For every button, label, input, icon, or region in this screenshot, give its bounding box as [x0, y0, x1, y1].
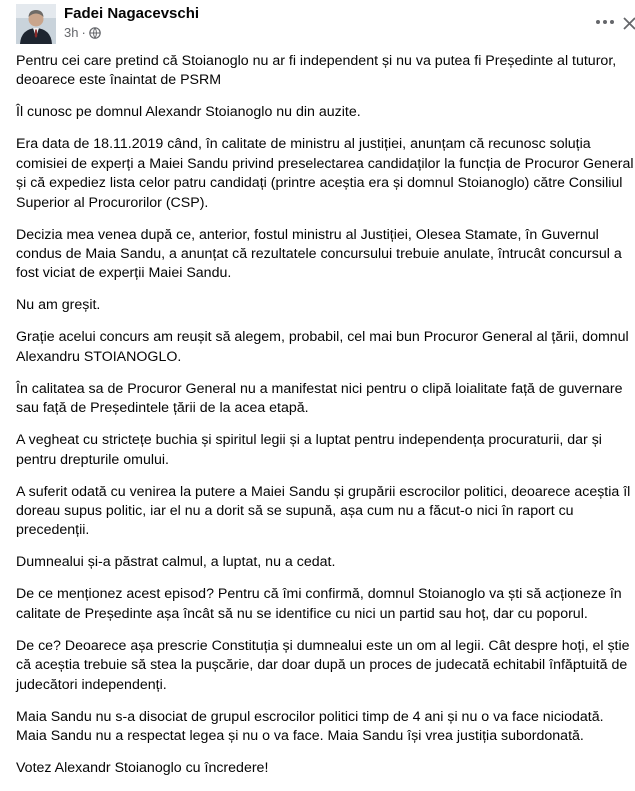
post-header: [0, 0, 635, 44]
paragraph-line: calitate de Președinte așa încât să nu se identifice cu nici un partid sau hoț, dar cu poporul.: [16, 605, 588, 622]
avatar-image: [16, 4, 56, 44]
paragraph-line: A suferit odată cu venirea la putere a Maiei Sandu și grupării escrocilor politici, deoarece aceștia îl: [16, 483, 631, 500]
paragraph-line: Pentru cei care pretind că Stoianoglo nu ar fi independent și nu va putea fi Președinte al tuturor,: [16, 53, 617, 69]
post-body-text: [16, 52, 634, 791]
paragraph-line: precedenții.: [16, 522, 90, 539]
post-paragraph: [16, 52, 626, 91]
paragraph-line: Maia Sandu nu s-a disociat de grupul escrocilor politici timp de 4 ani și nu o va face niciodată.: [16, 708, 604, 725]
post-paragraph: [16, 708, 626, 747]
paragraph-line: Dumnealui și-a păstrat calmul, a luptat, nu a cedat.: [16, 554, 336, 571]
post-paragraph: [16, 483, 631, 541]
paragraph-line: Îl cunosc pe domnul Alexandr Stoianoglo nu din auzite.: [16, 104, 361, 121]
post-paragraph: [16, 585, 626, 624]
post-paragraph: [16, 103, 626, 122]
paragraph-line: că aceștia trebuie să stea la pușcărie, dar doar după un proces de judecată echitabil înfăptuită de: [16, 657, 628, 674]
paragraph-line: De ce? Deoarece așa prescrie Constituția și dumnealui este un om al legii. Cât despre hoți, el știe: [16, 637, 630, 654]
post-paragraph: [16, 637, 630, 695]
paragraph-line: A vegheat cu strictețe buchia și spiritul legii și a luptat pentru independența procuraturii, dar și: [16, 432, 602, 449]
paragraph-line: Decizia mea venea după ce, anterior, fostul ministru al Justiției, Olesea Stamate, în Guvernul: [16, 226, 599, 243]
post-paragraph: [16, 553, 626, 572]
paragraph-line: Votez Alexandr Stoianoglo cu încredere!: [16, 760, 269, 777]
author-name[interactable]: Fadei Nagacevschi: [64, 5, 200, 22]
paragraph-line: doreau supus politic, iar el nu a dorit să se supună, așa cum nu a făcut-o nici în raport cu: [16, 503, 574, 520]
paragraph-line: Alexandru STOIANOGLO.: [16, 348, 182, 365]
avatar[interactable]: [16, 4, 56, 44]
paragraph-line: De ce menționez acest episod? Pentru că îmi confirmă, domnul Stoianoglo va ști să acționeze în: [16, 586, 622, 603]
meta-separator: ·: [81, 25, 86, 40]
post-paragraph: [16, 328, 629, 367]
paragraph-line: Maia Sandu nu a respectat legea și nu o va face. Maia Sandu își vrea justiția subordonată.: [16, 728, 584, 745]
post-paragraph: [16, 759, 626, 778]
paragraph-line: pentru drepturile omului.: [16, 451, 169, 468]
globe-icon[interactable]: [89, 27, 101, 39]
paragraph-line: și că expediez lista celor patru candidați (printre aceștia era și domnul Stoianoglo) către Consiliul: [16, 175, 623, 192]
paragraph-line: comisiei de experți a Maiei Sandu privind preselectarea candidaților la funcția de Procuror General: [16, 155, 634, 172]
paragraph-line: Era data de 18.11.2019 când, în calitate de ministru al justiției, anunțam că recunosc soluția: [16, 136, 591, 153]
paragraph-line: sau față de Președintele țării de la acea etapă.: [16, 400, 309, 417]
paragraph-line: Grație acelui concurs am reușit să alegem, probabil, cel mai bun Procuror General al țării, domnul: [16, 329, 629, 346]
post-meta: [64, 25, 101, 41]
post-paragraph: [16, 431, 626, 470]
post-paragraph: [16, 296, 626, 315]
post-paragraph: [16, 135, 634, 213]
post-paragraph: [16, 226, 626, 284]
paragraph-line: judecători independenți.: [16, 676, 167, 693]
post-time[interactable]: 3h: [64, 25, 79, 40]
paragraph-line: Superior al Procurorilor (CSP).: [16, 194, 209, 211]
paragraph-line: În calitatea sa de Procuror General nu a manifestat nici pentru o clipă loialitate față de guvernare: [16, 380, 623, 397]
paragraph-line: Nu am greșit.: [16, 297, 101, 314]
post-paragraph: [16, 380, 626, 419]
paragraph-line: fost viciat de experții Maiei Sandu.: [16, 265, 232, 282]
paragraph-line: condus de Maia Sandu, a anunțat că rezultatele concursului trebuie anulate, întrucât concursul a: [16, 246, 622, 263]
paragraph-line: deoarece este înaintat de PSRM: [16, 72, 222, 89]
more-options-icon[interactable]: [589, 6, 621, 38]
close-icon[interactable]: [621, 6, 635, 38]
